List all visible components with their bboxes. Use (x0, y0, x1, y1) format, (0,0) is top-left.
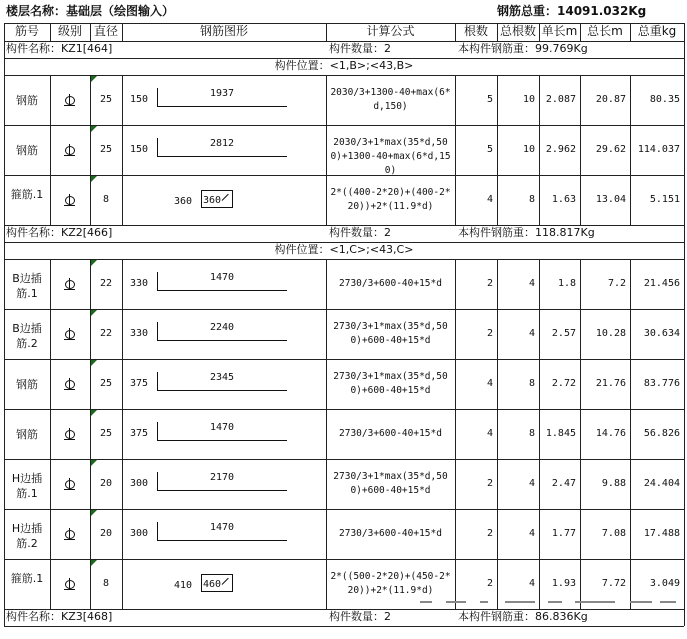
grade-III-icon (64, 428, 76, 440)
cell-marker (91, 360, 97, 366)
grid-line-v (122, 309, 123, 359)
grid-line-v (684, 609, 685, 626)
shape-main-length: 2812 (209, 138, 235, 149)
total-count: 4 (528, 278, 535, 289)
shape-stirrup-length: 360 (174, 196, 193, 207)
total-weight-kg: 21.456 (643, 278, 680, 289)
grid-line-v (684, 175, 685, 225)
shape-main-length: 1470 (209, 272, 235, 283)
diameter: 8 (102, 578, 110, 589)
grid-line-h (4, 359, 684, 360)
grid-line-v (684, 58, 685, 75)
rebar-name: B边插筋.2 (12, 322, 42, 350)
grid-line-v (50, 509, 51, 559)
component-position: 构件位置：<1,B>;<43,B> (274, 59, 414, 72)
column-header: 钢筋图形 (199, 24, 248, 38)
grade-III-icon (64, 578, 76, 590)
grid-line-v (122, 75, 123, 125)
shape-left-length: 375 (130, 378, 149, 389)
calc-formula: 2030/3+1*max(35*d,500)+1300-40+max(6*d,150) (330, 137, 451, 176)
diameter: 25 (99, 94, 113, 105)
calc-formula: 2730/3+600-40+15*d (339, 528, 442, 539)
grid-line-v (684, 41, 685, 58)
cell-marker (91, 460, 97, 466)
grade-stroke (64, 155, 75, 156)
grid-line-v (50, 259, 51, 309)
component-weight: 本构件钢筋重：99.769Kg (458, 42, 588, 55)
cell-marker (91, 310, 97, 316)
component-position: 构件位置：<1,C>;<43,C> (274, 243, 414, 256)
grade-stroke (64, 105, 75, 106)
column-header: 直径 (93, 24, 118, 38)
grid-line-v (122, 23, 123, 41)
grid-line-v (50, 125, 51, 175)
grade-stroke (65, 330, 75, 339)
scan-artifact (660, 601, 676, 603)
diameter: 20 (99, 478, 113, 489)
bar-count: 2 (486, 328, 493, 339)
grid-line-h (4, 459, 684, 460)
column-header: 级别 (57, 24, 82, 38)
total-length: 14.76 (595, 428, 626, 439)
diameter: 22 (99, 328, 113, 339)
grade-stroke (65, 530, 75, 539)
unit-length: 1.93 (551, 578, 576, 589)
grid-line-v (122, 459, 123, 509)
calc-formula: 2730/3+600-40+15*d (339, 278, 442, 289)
grid-line-v (326, 359, 327, 409)
scan-artifact (420, 601, 432, 603)
grid-line-h (4, 509, 684, 510)
footer-component-count: 构件数量：2 (329, 610, 391, 623)
shape-left-length: 300 (130, 528, 149, 539)
grade-III-icon (64, 378, 76, 390)
grade-stroke (65, 580, 75, 589)
grid-line-h (4, 259, 684, 260)
diameter: 8 (102, 194, 110, 205)
grid-line-v (684, 23, 685, 41)
grid-line-v (684, 409, 685, 459)
total-weight-kg: 83.776 (643, 378, 680, 389)
grid-line-h (4, 175, 684, 176)
grid-line-v (90, 23, 91, 41)
grade-III-icon (64, 94, 76, 106)
bar-count: 5 (486, 94, 493, 105)
grade-III-icon (64, 328, 76, 340)
rebar-name: 钢筋 (16, 428, 38, 441)
grid-line-h (4, 626, 684, 627)
bar-count: 4 (486, 194, 493, 205)
shape-rebar-line (157, 290, 287, 291)
shape-main-length: 1470 (209, 422, 235, 433)
unit-length: 2.47 (551, 478, 576, 489)
grid-line-v (50, 75, 51, 125)
shape-rebar-line (157, 156, 287, 157)
grade-stroke (64, 539, 75, 540)
grid-line-h (4, 559, 684, 560)
rebar-name: 钢筋 (16, 94, 38, 107)
total-count: 4 (528, 478, 535, 489)
shape-left-length: 330 (130, 328, 149, 339)
component-name: 构件名称：KZ1[464] (6, 42, 113, 55)
shape-rebar-line (157, 390, 287, 391)
grid-line-v (326, 309, 327, 359)
total-weight-kg: 56.826 (643, 428, 680, 439)
grid-line-v (684, 259, 685, 309)
scan-artifact (446, 601, 466, 603)
grid-line-v (684, 242, 685, 259)
grid-line-v (50, 23, 51, 41)
component-weight: 本构件钢筋重：118.817Kg (458, 226, 595, 239)
shape-rebar-line (157, 440, 287, 441)
grade-stroke (65, 380, 75, 389)
floor-title: 楼层名称：基础层（绘图输入） (6, 4, 175, 18)
diameter: 25 (99, 144, 113, 155)
shape-rebar-line (157, 540, 287, 541)
rebar-name: 钢筋 (16, 378, 38, 391)
calc-formula: 2730/3+1*max(35*d,500)+600-40+15*d (333, 371, 448, 396)
unit-length: 1.63 (551, 194, 576, 205)
total-count: 4 (528, 528, 535, 539)
scan-artifact (630, 601, 652, 603)
bar-count: 4 (486, 378, 493, 389)
calc-formula: 2*((400-2*20)+(400-2*20))+2*(11.9*d) (330, 187, 451, 212)
bar-count: 2 (486, 578, 493, 589)
total-count: 10 (522, 144, 535, 155)
shape-hook-line (157, 88, 158, 106)
total-length: 13.04 (595, 194, 626, 205)
shape-hook-line (157, 272, 158, 290)
grid-line-h (4, 125, 684, 126)
grid-line-v (539, 23, 540, 41)
grid-line-v (684, 459, 685, 509)
grid-line-v (497, 23, 498, 41)
grade-III-icon (64, 528, 76, 540)
grid-line-v (50, 559, 51, 609)
rebar-name: H边插筋.1 (11, 472, 43, 500)
total-length: 7.2 (607, 278, 626, 289)
unit-length: 2.57 (551, 328, 576, 339)
bar-count: 2 (486, 478, 493, 489)
total-count: 10 (522, 94, 535, 105)
grid-line-h (4, 409, 684, 410)
total-count: 8 (528, 378, 535, 389)
diameter: 20 (99, 528, 113, 539)
grid-line-v (4, 609, 5, 626)
grid-line-v (684, 359, 685, 409)
shape-left-length: 375 (130, 428, 149, 439)
cell-marker (91, 176, 97, 182)
grid-line-v (455, 23, 456, 41)
column-header: 总重kg (637, 24, 677, 38)
total-weight-kg: 5.151 (649, 194, 680, 205)
shape-left-length: 330 (130, 278, 149, 289)
column-header: 总长m (587, 24, 623, 38)
grid-line-v (684, 125, 685, 175)
calc-formula: 2730/3+1*max(35*d,500)+600-40+15*d (333, 321, 448, 346)
grid-line-v (326, 459, 327, 509)
component-name: 构件名称：KZ2[466] (6, 226, 113, 239)
total-length: 9.88 (601, 478, 626, 489)
grade-stroke (65, 96, 75, 105)
grade-stroke (64, 439, 75, 440)
total-weight-kg: 24.404 (643, 478, 680, 489)
grade-stroke (65, 146, 75, 155)
grid-line-v (684, 75, 685, 125)
grid-line-v (684, 559, 685, 609)
grid-line-v (580, 23, 581, 41)
total-length: 29.62 (595, 144, 626, 155)
shape-hook-line (157, 322, 158, 340)
total-count: 4 (528, 328, 535, 339)
grade-stroke (64, 489, 75, 490)
shape-left-length: 300 (130, 478, 149, 489)
shape-main-length: 1937 (209, 88, 235, 99)
grid-line-v (122, 359, 123, 409)
grid-line-v (684, 309, 685, 359)
unit-length: 1.845 (545, 428, 576, 439)
shape-left-length: 150 (130, 144, 149, 155)
scan-artifact (548, 601, 562, 603)
column-header: 总根数 (499, 24, 536, 38)
total-weight-kg: 3.049 (649, 578, 680, 589)
bar-count: 2 (486, 278, 493, 289)
total-weight-kg: 30.634 (643, 328, 680, 339)
grid-line-v (4, 225, 5, 242)
rebar-name: 钢筋 (16, 144, 38, 157)
unit-length: 2.962 (545, 144, 576, 155)
grade-III-icon (64, 194, 76, 206)
shape-stirrup-width: 360 (203, 195, 222, 206)
rebar-name: 箍筋.1 (10, 188, 44, 201)
shape-hook-line (157, 422, 158, 440)
shape-main-length: 2170 (209, 472, 235, 483)
grid-line-v (684, 509, 685, 559)
column-header: 根数 (463, 24, 488, 38)
grid-line-v (122, 409, 123, 459)
grid-line-v (326, 125, 327, 175)
grid-line-v (122, 509, 123, 559)
total-weight-kg: 17.488 (643, 528, 680, 539)
rebar-name: 箍筋.1 (10, 572, 44, 585)
cell-marker (91, 260, 97, 266)
grid-line-v (326, 23, 327, 41)
unit-length: 2.72 (551, 378, 576, 389)
shape-main-length: 1470 (209, 522, 235, 533)
grid-line-v (326, 75, 327, 125)
shape-left-length: 150 (130, 94, 149, 105)
grid-line-v (4, 41, 5, 58)
grid-line-v (4, 23, 5, 41)
unit-length: 2.087 (545, 94, 576, 105)
total-count: 8 (528, 194, 535, 205)
bar-count: 5 (486, 144, 493, 155)
grid-line-v (50, 175, 51, 225)
diameter: 22 (99, 278, 113, 289)
grid-line-v (326, 559, 327, 609)
grid-line-v (50, 459, 51, 509)
scan-artifact (505, 601, 535, 603)
shape-rebar-line (157, 490, 287, 491)
shape-rebar-line (157, 106, 287, 107)
total-length: 21.76 (595, 378, 626, 389)
shape-main-length: 2240 (209, 322, 235, 333)
grid-line-v (50, 359, 51, 409)
total-count: 8 (528, 428, 535, 439)
diameter: 25 (99, 378, 113, 389)
grid-line-v (122, 559, 123, 609)
cell-marker (91, 76, 97, 82)
shape-main-length: 2345 (209, 372, 235, 383)
total-weight: 钢筋总重：14091.032Kg (497, 4, 647, 18)
rebar-name: H边插筋.2 (11, 522, 43, 550)
grade-stroke (65, 480, 75, 489)
grid-line-h (4, 75, 684, 76)
grid-line-v (326, 175, 327, 225)
grade-stroke (65, 280, 75, 289)
grade-III-icon (64, 478, 76, 490)
scan-artifact (480, 601, 488, 603)
grade-stroke (64, 289, 75, 290)
cell-marker (91, 126, 97, 132)
grade-III-icon (64, 278, 76, 290)
bar-count: 2 (486, 528, 493, 539)
shape-stirrup-length: 410 (174, 580, 193, 591)
total-count: 4 (528, 578, 535, 589)
shape-stirrup-width: 460 (203, 579, 222, 590)
component-count: 构件数量：2 (329, 226, 391, 239)
grade-stroke (64, 339, 75, 340)
grid-line-h (4, 309, 684, 310)
grid-line-v (326, 509, 327, 559)
cell-marker (91, 410, 97, 416)
shape-hook-line (157, 138, 158, 156)
grade-stroke (64, 205, 75, 206)
grade-stroke (65, 196, 75, 205)
column-header: 计算公式 (366, 24, 415, 38)
grid-line-v (684, 225, 685, 242)
grade-III-icon (64, 144, 76, 156)
calc-formula: 2*((500-2*20)+(450-2*20))+2*(11.9*d) (330, 571, 451, 596)
shape-hook-line (157, 522, 158, 540)
grid-line-v (122, 125, 123, 175)
total-length: 10.28 (595, 328, 626, 339)
grade-stroke (65, 430, 75, 439)
grid-line-v (326, 259, 327, 309)
footer-component-weight: 本构件钢筋重：86.836Kg (458, 610, 588, 623)
total-length: 20.87 (595, 94, 626, 105)
grade-stroke (64, 589, 75, 590)
grid-line-v (50, 309, 51, 359)
scan-artifact (575, 601, 615, 603)
column-header: 单长m (541, 24, 578, 38)
cell-marker (91, 560, 97, 566)
calc-formula: 2030/3+1300-40+max(6*d,150) (330, 87, 451, 112)
unit-length: 1.77 (551, 528, 576, 539)
shape-rebar-line (157, 340, 287, 341)
bar-count: 4 (486, 428, 493, 439)
shape-hook-line (157, 372, 158, 390)
grid-line-v (122, 175, 123, 225)
total-length: 7.08 (601, 528, 626, 539)
grid-line-v (50, 409, 51, 459)
column-header: 筋号 (14, 24, 39, 38)
shape-hook-line (157, 472, 158, 490)
footer-component-name: 构件名称：KZ3[468] (6, 610, 113, 623)
unit-length: 1.8 (557, 278, 576, 289)
diameter: 25 (99, 428, 113, 439)
calc-formula: 2730/3+600-40+15*d (339, 428, 442, 439)
calc-formula: 2730/3+1*max(35*d,500)+600-40+15*d (333, 471, 448, 496)
total-weight-kg: 80.35 (649, 94, 680, 105)
rebar-name: B边插筋.1 (12, 272, 42, 300)
grid-line-v (122, 259, 123, 309)
grid-line-v (630, 23, 631, 41)
component-count: 构件数量：2 (329, 42, 391, 55)
total-weight-kg: 114.037 (637, 144, 680, 155)
grid-line-v (326, 409, 327, 459)
cell-marker (91, 510, 97, 516)
grade-stroke (64, 389, 75, 390)
total-length: 7.72 (601, 578, 626, 589)
